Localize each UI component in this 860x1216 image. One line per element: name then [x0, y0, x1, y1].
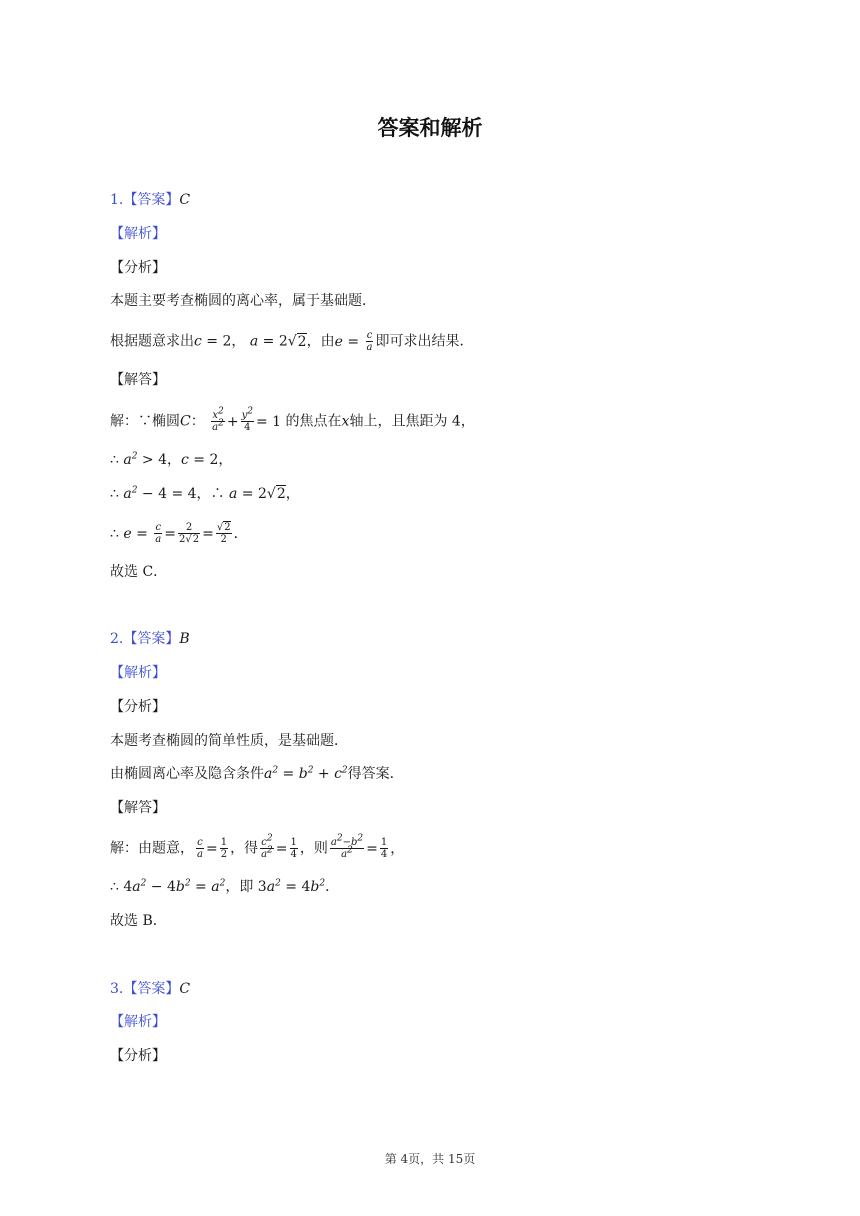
math-a-value: a = 2√2	[249, 333, 307, 350]
math-line: $\frac{c}{a}$ = $\frac{1}{2}$	[197, 837, 228, 860]
math-c-value: c = 2	[194, 333, 232, 350]
ellipse-equation: $\frac{x^2}{a^2}$ + $\frac{y^2}{4}$ = 1	[212, 406, 282, 433]
q1-solution-line-5: 故选 C．	[110, 564, 168, 580]
text-fragment: ，则	[299, 840, 328, 857]
q1-solution-line-4	[110, 522, 248, 545]
math-line: $3a^2 = 4b^2$．	[257, 878, 340, 895]
text-fragment: 由椭圆离心率及隐含条件	[110, 766, 264, 782]
q2-solution-line-1	[110, 833, 405, 860]
q2-answer-line	[110, 629, 190, 649]
q1-solution-line-2	[110, 450, 232, 470]
text-fragment: 的焦点在	[285, 413, 342, 430]
q1-solution-line-3	[110, 484, 300, 504]
q3-answer-line	[110, 979, 190, 999]
text-fragment: 轴上，且焦距为 4，	[349, 413, 475, 430]
q2-number: 2.	[110, 631, 124, 647]
math-line: $\frac{c^2}{a^2}$ = $\frac{1}{4}$	[261, 833, 297, 860]
q2-solution-label: 【解答】	[110, 800, 166, 816]
q3-answer-label: 【答案】	[123, 981, 180, 997]
q2-answer-value: B	[179, 631, 190, 647]
text-fragment: ，即	[225, 879, 258, 895]
math-line: $\frac{a^2-b^2}{a^2}$ = $\frac{1}{4}$ ，	[330, 833, 405, 860]
q1-number: 1.	[110, 192, 124, 208]
q1-analysis-text-1: 本题主要考查椭圆的离心率，属于基础题．	[110, 293, 376, 309]
math-relation: $a^2 = b^2 + c^2$	[264, 765, 348, 782]
q2-solution-line-2	[110, 877, 339, 897]
text-fragment: 根据题意求出	[110, 333, 194, 350]
q1-solution-label: 【解答】	[110, 372, 166, 388]
text-fragment: ，	[231, 333, 246, 350]
q3-answer-value: C	[179, 981, 191, 997]
q1-explain-label: 【解析】	[110, 226, 166, 242]
text-fragment: ，得	[230, 840, 259, 857]
q1-analysis-label: 【分析】	[110, 260, 166, 276]
q2-explain-label: 【解析】	[110, 665, 166, 681]
math-c: C	[180, 413, 191, 430]
q1-analysis-text-2	[110, 330, 473, 353]
text-fragment: ，由	[306, 333, 335, 350]
math-x: x	[341, 413, 350, 430]
q2-answer-label: 【答案】	[123, 631, 180, 647]
text-fragment: 解：∵椭圆	[110, 413, 180, 430]
math-line: ∴ $a^2 - 4 = 4$，∴ a = 2√2，	[110, 485, 300, 502]
page-title: 答案和解析	[377, 116, 483, 140]
math-line: ∴ $4a^2 - 4b^2 = a^2$	[110, 878, 226, 895]
text-fragment: 解：由题意，	[110, 840, 194, 857]
q3-analysis-label: 【分析】	[110, 1048, 166, 1064]
text-fragment: 得答案．	[347, 766, 404, 782]
page-footer: 第 4页，共 15页	[384, 1152, 476, 1166]
q1-solution-line-1	[110, 406, 475, 433]
math-e-formula: e = $\frac{c}{a}$	[334, 330, 373, 353]
math-line: ∴ $a^2 > 4$，c = 2，	[110, 451, 233, 468]
q2-analysis-text-1: 本题考查椭圆的简单性质，是基础题．	[110, 733, 348, 749]
q2-analysis-label: 【分析】	[110, 699, 166, 715]
q1-answer-line	[110, 190, 190, 210]
q2-solution-line-3: 故选 B．	[110, 913, 167, 929]
q1-answer-value: C	[179, 192, 191, 208]
math-line: ∴ e = $\frac{c}{a}$ = $\frac{2}{2√2}$ = $\frac{√2}{2}$ ．	[110, 522, 248, 545]
q2-analysis-text-2	[110, 764, 404, 784]
q1-answer-label: 【答案】	[123, 192, 180, 208]
text-fragment: ：	[190, 413, 205, 430]
q3-number: 3.	[110, 981, 124, 997]
q3-explain-label: 【解析】	[110, 1014, 166, 1030]
text-fragment: 即可求出结果．	[375, 333, 474, 350]
